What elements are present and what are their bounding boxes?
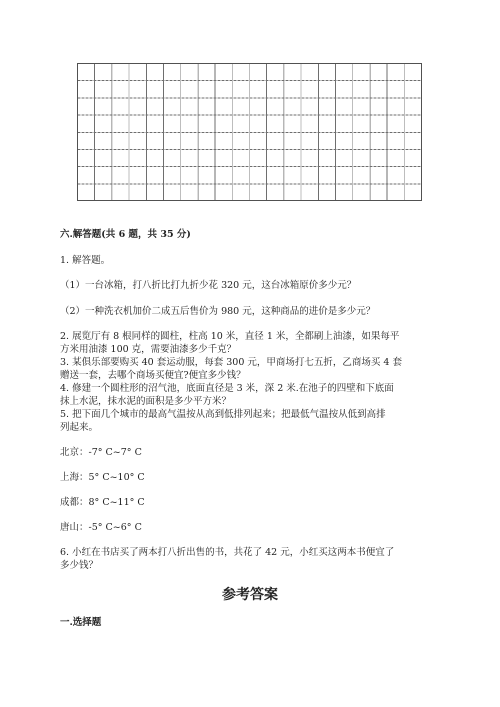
- question-1-part-1: （1）一台冰箱，打八折比打九折少花 320 元，这台冰箱原价多少元？: [60, 280, 357, 291]
- question-6-line-2: 多少钱？: [60, 560, 99, 571]
- question-1-label: 1. 解答题。: [60, 255, 111, 266]
- question-2-line-2: 方米用油漆 100 克，需要油漆多少千克？: [60, 344, 237, 355]
- city-temperature-tangshan: 唐山：-5° C~6° C: [60, 522, 142, 533]
- question-1-part-2: （2）一种洗衣机加价二成五后售价为 980 元，这种商品的进价是多少元？: [60, 306, 376, 317]
- question-2-line-1: 2. 展览厅有 8 根同样的圆柱，柱高 10 米，直径 1 米，全都刷上油漆，如果每平: [60, 331, 400, 342]
- question-3-line-1: 3. 某俱乐部要购买 40 套运动服，每套 300 元，甲商场打七五折，乙商场买 4 套: [60, 357, 402, 368]
- question-6-line-1: 6. 小红在书店买了两本打八折出售的书，共花了 42 元，小红买这两本书便宜了: [60, 547, 395, 558]
- writing-grid: [77, 63, 422, 201]
- section-heading: 六.解答题(共 6 题，共 35 分): [60, 229, 191, 240]
- answer-section-heading: 一.选择题: [60, 617, 102, 628]
- answer-title: 参考答案: [222, 587, 278, 603]
- city-temperature-chengdu: 成都：8° C~11° C: [60, 497, 145, 508]
- question-4-line-2: 抹上水泥，抹水泥的面积是多少平方米？: [60, 396, 232, 407]
- city-temperature-shanghai: 上海：5° C~10° C: [60, 472, 145, 483]
- city-temperature-beijing: 北京：-7° C~7° C: [60, 447, 142, 458]
- question-5-line-1: 5. 把下面几个城市的最高气温按从高到低排列起来；把最低气温按从低到高排: [60, 409, 386, 420]
- question-5-line-2: 列起来。: [60, 422, 99, 433]
- question-3-line-2: 赠送一套，去哪个商场买便宜?便宜多少钱？: [60, 370, 246, 381]
- question-4-line-1: 4. 修建一个圆柱形的沼气池，底面直径是 3 米，深 2 米.在池子的四壁和下底面: [60, 383, 394, 394]
